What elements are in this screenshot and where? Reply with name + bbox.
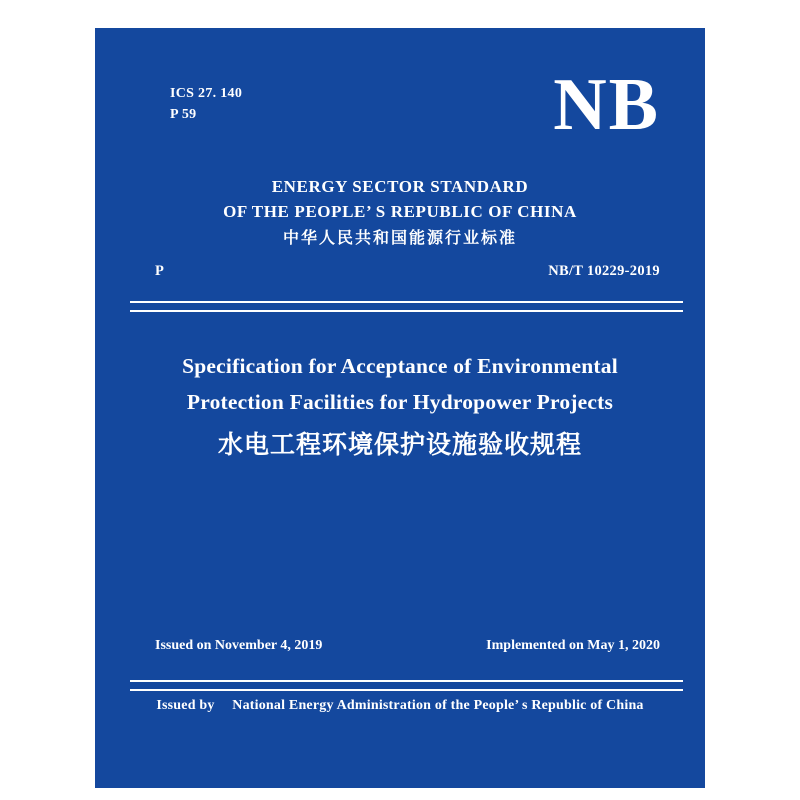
standard-cover xyxy=(95,28,705,788)
divider-bottom-1 xyxy=(130,680,683,682)
document-title xyxy=(135,348,665,468)
code-row xyxy=(155,263,660,280)
divider-top-2 xyxy=(130,310,683,312)
issue-date: Issued on November 4, 2019 xyxy=(155,638,323,653)
ics-number: ICS 27. 140 xyxy=(170,86,243,101)
standard-header-chinese: 中华人民共和国能源行业标准 xyxy=(282,228,517,247)
standard-header-line1: ENERGY SECTOR STANDARD xyxy=(271,177,529,196)
ics-block xyxy=(170,83,242,125)
issued-by-label: Issued by xyxy=(156,698,215,713)
divider-bottom-2 xyxy=(130,689,683,691)
standard-number: NB/T 10229-2019 xyxy=(548,263,660,279)
nb-logo: NB xyxy=(553,64,660,146)
title-english-line2: Protection Facilities for Hydropower Projects xyxy=(186,390,614,414)
category-letter: P xyxy=(155,263,164,279)
implementation-date: Implemented on May 1, 2020 xyxy=(486,638,660,653)
title-chinese: 水电工程环境保护设施验收规程 xyxy=(217,430,582,459)
divider-top-1 xyxy=(130,301,683,303)
classification-code: P 59 xyxy=(170,107,197,122)
standard-header xyxy=(95,174,705,252)
title-english-line1: Specification for Acceptance of Environmental xyxy=(182,354,618,378)
standard-header-line2: OF THE PEOPLE’ S REPUBLIC OF CHINA xyxy=(223,202,577,221)
issuing-organization: National Energy Administration of the People’ s Republic of China xyxy=(232,698,644,713)
dates-row xyxy=(155,638,660,654)
issuer-row xyxy=(95,698,705,714)
